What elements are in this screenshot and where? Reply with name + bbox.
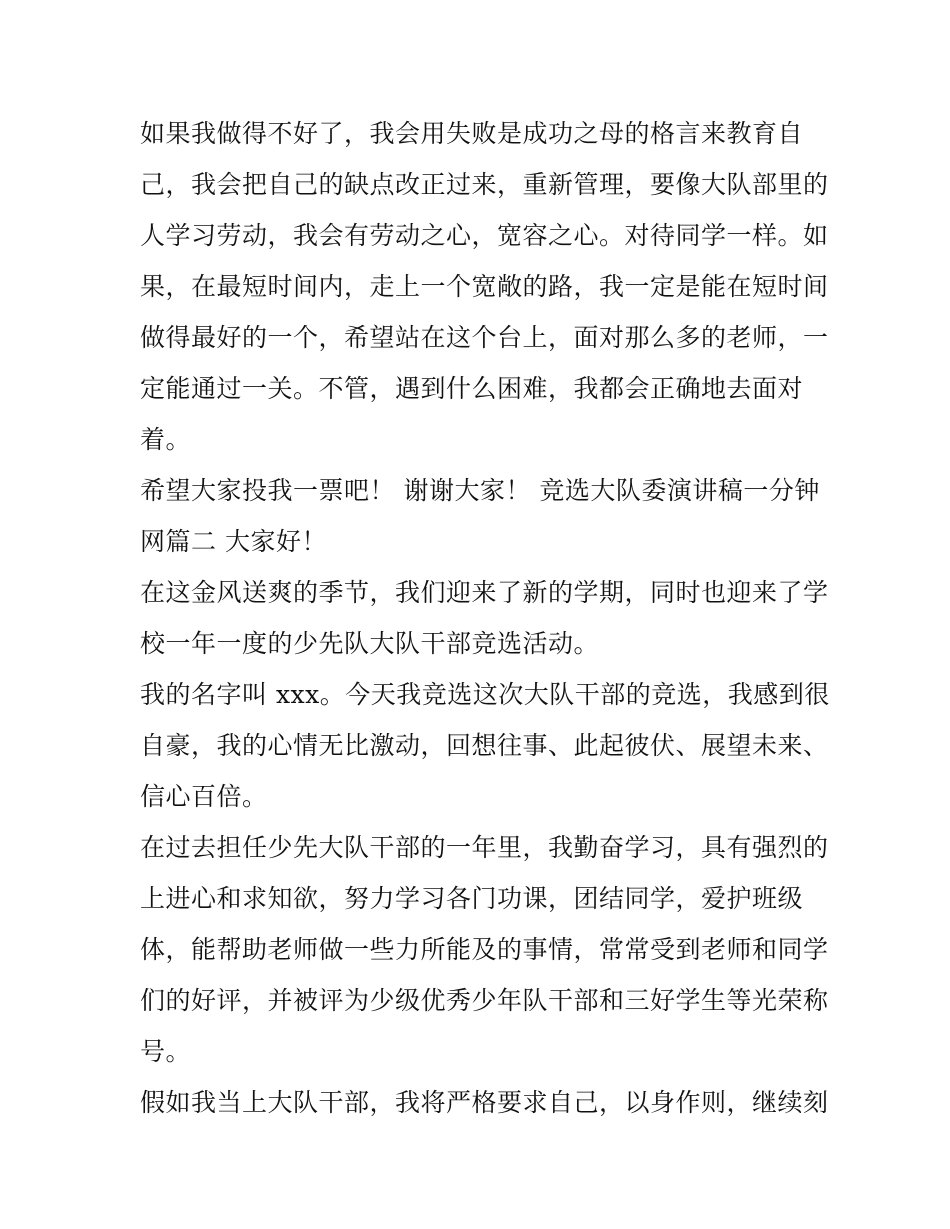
text-line: 己，我会把自己的缺点改正过来，重新管理，要像大队部里的 <box>140 170 829 199</box>
text-line: 校一年一度的少先队大队干部竞选活动。 <box>140 629 600 658</box>
text-line: 信心百倍。 <box>140 782 268 811</box>
text-line: 假如我当上大队干部，我将严格要求自己，以身作则，继续刻 <box>140 1088 829 1117</box>
text-line: 人学习劳动，我会有劳动之心，宽容之心。对待同学一样。如 <box>140 221 829 250</box>
text-line: 如果我做得不好了，我会用失败是成功之母的格言来教育自 <box>140 119 804 148</box>
text-line: 网篇二 大家好！ <box>140 527 327 556</box>
text-line: 在这金风送爽的季节，我们迎来了新的学期，同时也迎来了学 <box>140 578 829 607</box>
document-body <box>140 108 830 1128</box>
text-line: 在过去担任少先大队干部的一年里，我勤奋学习，具有强烈的 <box>140 833 829 862</box>
text-line: 希望大家投我一票吧！ 谢谢大家！ 竞选大队委演讲稿一分钟 <box>140 476 820 505</box>
text-line: 果，在最短时间内，走上一个宽敞的路，我一定是能在短时间 <box>140 272 829 301</box>
text-line: 号。 <box>140 1037 192 1066</box>
text-line: 我的名字叫 xxx。今天我竞选这次大队干部的竞选，我感到很 <box>140 680 830 709</box>
text-line: 体，能帮助老师做一些力所能及的事情，常常受到老师和同学 <box>140 935 829 964</box>
text-line: 自豪，我的心情无比激动，回想往事、此起彼伏、展望未来、 <box>140 731 829 760</box>
text-line: 做得最好的一个，希望站在这个台上，面对那么多的老师，一 <box>140 323 829 352</box>
text-line: 定能通过一关。不管，遇到什么困难，我都会正确地去面对 <box>140 374 804 403</box>
text-line: 们的好评，并被评为少级优秀少年队干部和三好学生等光荣称 <box>140 986 829 1015</box>
text-line: 着。 <box>140 425 192 454</box>
text-line: 上进心和求知欲，努力学习各门功课，团结同学，爱护班级 <box>140 884 804 913</box>
